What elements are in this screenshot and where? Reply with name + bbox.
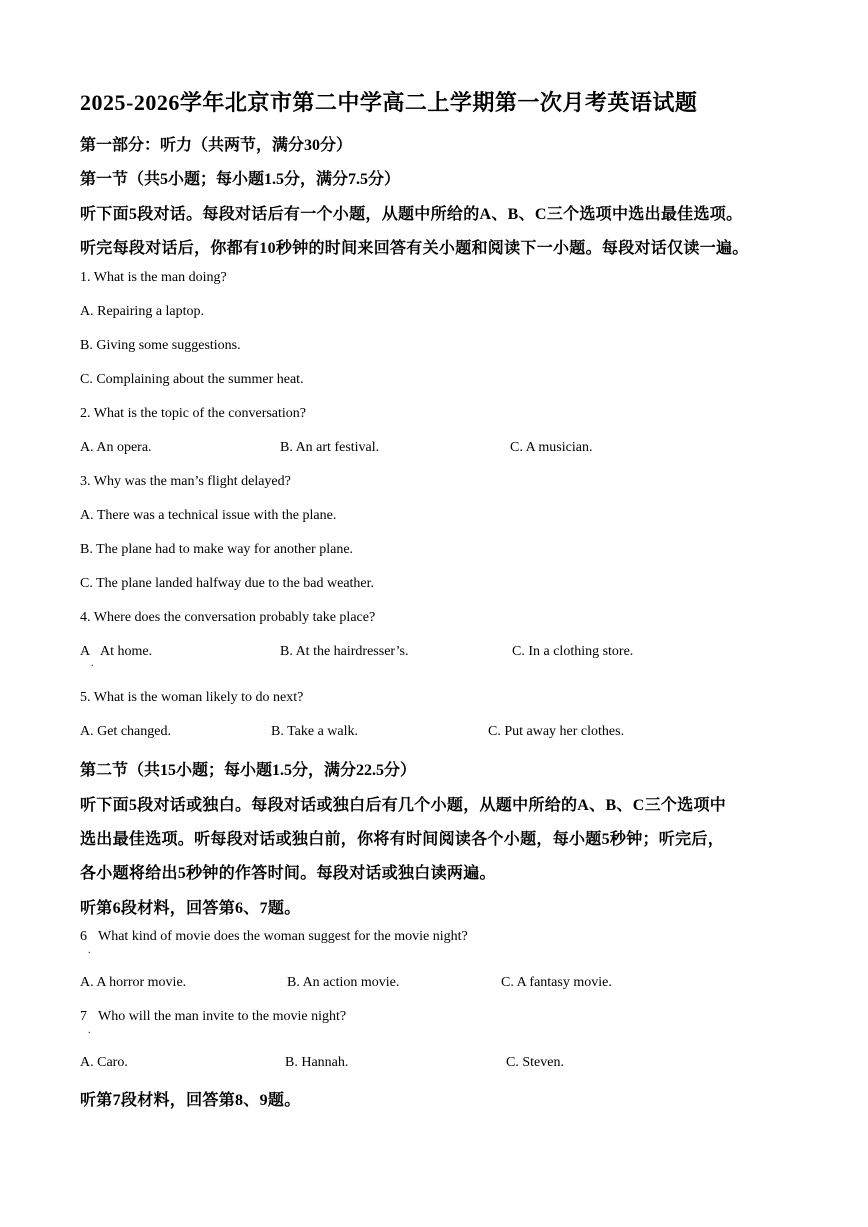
question-6-stem: What kind of movie does the woman suggest for the movie night? xyxy=(98,929,468,944)
stray-dot: . xyxy=(88,1025,91,1036)
question-3-option-a: A. There was a technical issue with the plane. xyxy=(80,508,337,523)
question-7-option-c: C. Steven. xyxy=(506,1055,564,1070)
question-4-stem: 4. Where does the conversation probably take place? xyxy=(80,610,376,625)
question-6-option-b: B. An action movie. xyxy=(287,975,400,990)
question-3-stem: 3. Why was the man’s flight delayed? xyxy=(80,474,291,489)
question-5-option-b: B. Take a walk. xyxy=(271,724,359,739)
question-1-stem: 1. What is the man doing? xyxy=(80,270,227,285)
question-6-option-c: C. A fantasy movie. xyxy=(501,975,612,990)
section2-instruction-1: 听下面5段对话或独白。每段对话或独白后有几个小题，从题中所给的A、B、C三个选项中 xyxy=(80,797,727,814)
material-6-heading: 听第6段材料，回答第6、7题。 xyxy=(80,900,301,917)
material-7-heading: 听第7段材料，回答第8、9题。 xyxy=(80,1092,301,1109)
stray-dot: . xyxy=(88,945,91,956)
question-2-stem: 2. What is the topic of the conversation? xyxy=(80,406,307,421)
question-6-option-a: A. A horror movie. xyxy=(80,975,187,990)
question-7-option-a: A. Caro. xyxy=(80,1055,128,1070)
question-2-option-a: A. An opera. xyxy=(80,440,152,455)
question-4-option-a-letter: A xyxy=(80,644,91,659)
stray-dot: . xyxy=(91,658,94,669)
question-4-option-b: B. At the hairdresser’s. xyxy=(280,644,409,659)
question-2-option-b: B. An art festival. xyxy=(280,440,380,455)
question-6-number: 6 xyxy=(80,929,87,944)
question-1-option-c: C. Complaining about the summer heat. xyxy=(80,372,304,387)
exam-title: 2025-2026学年北京市第二中学高二上学期第一次月考英语试题 xyxy=(80,90,698,115)
question-3-option-b: B. The plane had to make way for another plane. xyxy=(80,542,354,557)
section2-instruction-3: 各小题将给出5秒钟的作答时间。每段对话或独白读两遍。 xyxy=(80,865,496,882)
question-4-option-c: C. In a clothing store. xyxy=(512,644,634,659)
question-3-option-c: C. The plane landed halfway due to the bad weather. xyxy=(80,576,375,591)
question-5-option-c: C. Put away her clothes. xyxy=(488,724,625,739)
question-1-option-a: A. Repairing a laptop. xyxy=(80,304,205,319)
question-5-stem: 5. What is the woman likely to do next? xyxy=(80,690,304,705)
part1-heading: 第一部分：听力（共两节，满分30分） xyxy=(80,137,353,154)
question-1-option-b: B. Giving some suggestions. xyxy=(80,338,241,353)
section2-instruction-2: 选出最佳选项。听每段对话或独白前，你将有时间阅读各个小题，每小题5秒钟；听完后， xyxy=(80,831,725,848)
section1-instruction-2: 听完每段对话后，你都有10秒钟的时间来回答有关小题和阅读下一小题。每段对话仅读一遍。 xyxy=(80,240,749,257)
question-7-option-b: B. Hannah. xyxy=(285,1055,349,1070)
question-4-option-a: At home. xyxy=(100,644,153,659)
question-5-option-a: A. Get changed. xyxy=(80,724,171,739)
question-7-stem: Who will the man invite to the movie night? xyxy=(98,1009,347,1024)
section1-heading: 第一节（共5小题；每小题1.5分，满分7.5分） xyxy=(80,171,401,188)
section2-heading: 第二节（共15小题；每小题1.5分，满分22.5分） xyxy=(80,762,417,779)
question-7-number: 7 xyxy=(80,1009,87,1024)
question-2-option-c: C. A musician. xyxy=(510,440,593,455)
section1-instruction-1: 听下面5段对话。每段对话后有一个小题，从题中所给的A、B、C三个选项中选出最佳选项。 xyxy=(80,206,743,223)
